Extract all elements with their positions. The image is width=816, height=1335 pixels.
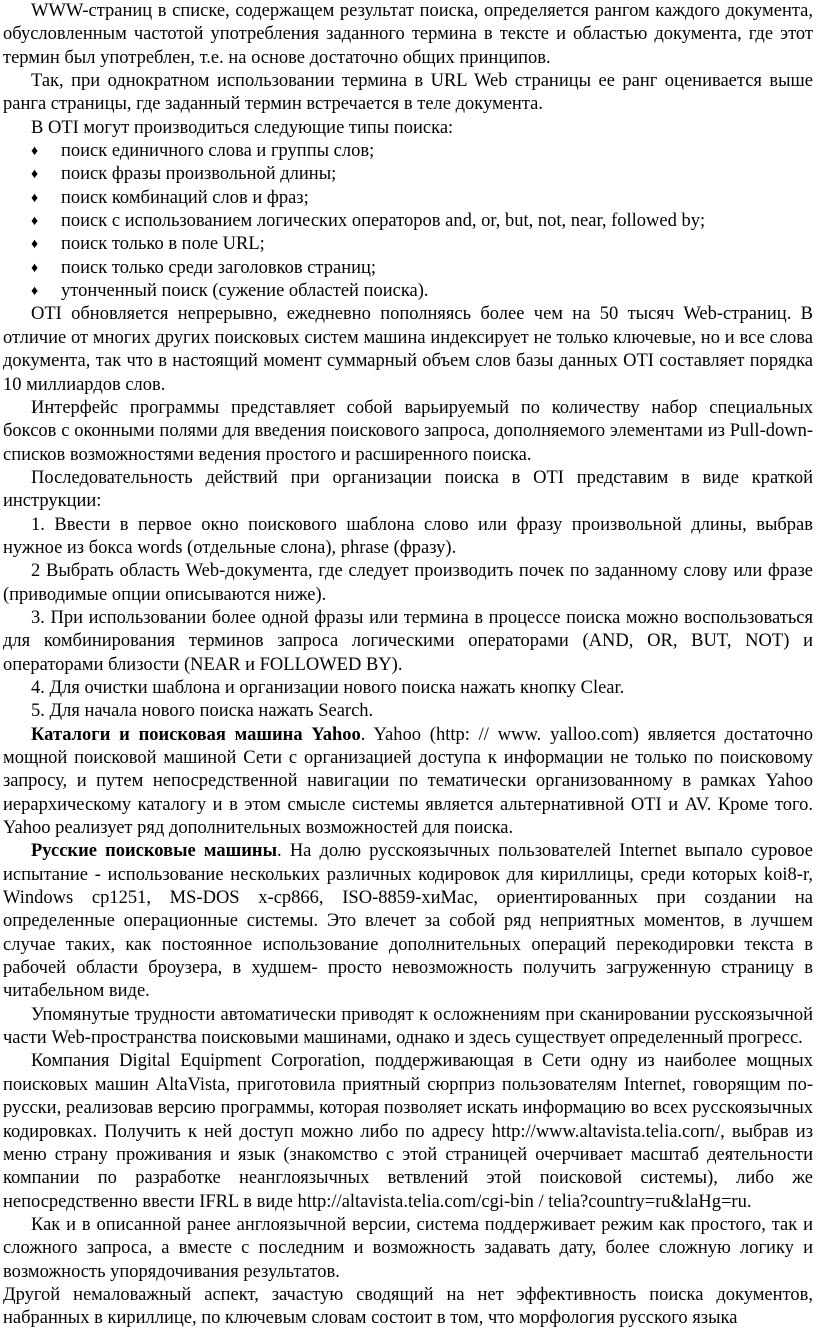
diamond-bullet-icon: ♦: [31, 214, 39, 230]
section-heading-russian: Русские поисковые машины: [31, 841, 278, 862]
paragraph-yahoo: Каталоги и поисковая машина Yahoo. Yahoo (http: // www. yalloo.com) является достаточно мощной поисковой машиной Сети с организацией доступа к информации не только по поисковому запросу, и путем непосредственной навигации по тематически организованному в рамках Yahoo иерархическому каталогу и в этом смысле системы является альтернативной OTI и AV. Кроме того. Yahoo реализует ряд дополнительных возможностей для поиска.: [3, 724, 813, 839]
list-item: ♦ поиск с использованием логических операторов and, or, but, not, near, followed by;: [3, 210, 813, 233]
list-item: ♦ утонченный поиск (сужение областей поиска).: [3, 280, 813, 303]
diamond-bullet-icon: ♦: [31, 144, 39, 160]
paragraph-ranking: WWW-страниц в списке, содержащем результат поиска, определяется рангом каждого документа, обусловленным частотой употребления заданного термина в тексте и областью документа, где этот термин был употреблен, т.е. на основе достаточно общих принципов.: [3, 1, 813, 68]
paragraph-step-2: 2 Выбрать область Web-документа, где следует производить почек по заданному слову или фразе (приводимые опции описываются ниже).: [3, 561, 813, 605]
section-heading-yahoo: Каталоги и поисковая машина Yahoo: [31, 724, 361, 745]
paragraph-instructions-intro: Последовательность действий при организации поиска в OTI представим в виде краткой инструкции:: [3, 467, 813, 512]
paragraph-step-3: 3. При использовании более одной фразы или термина в процессе поиска можно воспользоваться для комбинирования терминов запроса логическими операторами (AND, OR, BUT, NOT) и операторами близости (NEAR и FOLLOWED BY).: [3, 607, 813, 675]
list-item: ♦ поиск только среди заголовков страниц;: [3, 257, 813, 280]
diamond-bullet-icon: ♦: [31, 167, 39, 183]
paragraph-oti-update: OTI обновляется непрерывно, ежедневно пополняясь более чем на 50 тысяч Web-страниц. В отличие от многих других поисковых систем машина индексирует не только ключевые, но и все слова документа, так что в настоящий момент суммарный объем слов базы данных OTI составляет порядка 10 миллиардов слов.: [3, 304, 813, 395]
list-item: ♦ поиск только в поле URL;: [3, 233, 813, 256]
diamond-bullet-icon: ♦: [31, 190, 39, 206]
paragraph-russian-engines: Русские поисковые машины. На долю русскоязычных пользователей Internet выпало суровое испытание - использование нескольких различных кодировок для кириллицы, среди которых koi8-r, Windows cp1251, MS-DOS x-cp866, ISO-8859-хиMac, ориентированных при создании на определенные операционные системы. Это влечет за собой ряд неприятных моментов, в лучшем случае таких, как постоянное использование дополнительных операций перекодировки текста в рабочей области броузера, в худшем- просто невозможность получить загруженную страницу в читабельном виде.: [3, 841, 813, 1002]
list-item: ♦ поиск единичного слова и группы слов;: [3, 140, 813, 163]
list-item: ♦ поиск фразы произвольной длины;: [3, 163, 813, 186]
paragraph-step-1: 1. Ввести в первое окно поискового шаблона слово или фразу произвольной длины, выбрав нужное из бокса words (отдельные слона), phrase (фразу).: [3, 514, 813, 558]
paragraph-url-rank: Так, при однократном использовании термина в URL Web страницы ее ранг оценивается выше ранга страницы, где заданный термин встречается в теле документа.: [3, 71, 813, 115]
paragraph-step-4: 4. Для очистки шаблона и организации нового поиска нажать кнопку Clear.: [31, 677, 625, 698]
paragraph-dec-altavista: Компания Digital Equipment Corporation, поддерживающая в Сети одну из наиболее мощных поисковых машин AltaVista, приготовила приятный сюрприз пользователям Internet, говорящим по-русски, реализовав версию программы, которая позволяет искать информацию во всех русскоязычных кодировках. Получить к ней доступ можно либо по адресу http://www.altavista.telia.corn/, выбрав из меню страну проживания и язык (знакомство с этой страницей очерчивает масштаб деятельности компании по разработке неанглоязычных ветвлений этой поисковой системы), либо же непосредственно ввести IFRL в виде http://altavista.telia.com/cgi-bin / telia?country=ru&laHg=ru.: [3, 1051, 813, 1212]
paragraph-morphology: Другой немаловажный аспект, зачастую сводящий на нет эффективность поиска документов, набранных в кириллице, по ключевым словам состоит в том, что морфология русского языка: [3, 1284, 813, 1329]
paragraph-query-modes: Как и в описанной ранее англоязычной версии, система поддерживает режим как простого, так и сложного запроса, а вместе с последним и возможность задавать дату, более сложную логику и возможность упорядочивания результатов.: [3, 1214, 813, 1282]
paragraph-step-5: 5. Для начала нового поиска нажать Search.: [31, 701, 374, 722]
search-types-list: [3, 140, 813, 303]
paragraph-difficulties: Упомянутые трудности автоматически приводят к осложнениям при сканировании русскоязычной части Web-пространства поисковыми машинами, однако и здесь существует определенный прогресс.: [3, 1004, 813, 1049]
paragraph-search-types-intro: В OTI могут производиться следующие типы поиска:: [31, 117, 454, 138]
diamond-bullet-icon: ♦: [31, 284, 39, 300]
paragraph-interface: Интерфейс программы представляет собой варьируемый по количеству набор специальных боксов с оконными полями для введения поискового запроса, дополняемого элементами из Pull-down-списков возможностями ведения простого и расширенного поиска.: [3, 397, 813, 465]
list-item: ♦ поиск комбинаций слов и фраз;: [3, 187, 813, 210]
diamond-bullet-icon: ♦: [31, 237, 39, 253]
diamond-bullet-icon: ♦: [31, 260, 39, 276]
